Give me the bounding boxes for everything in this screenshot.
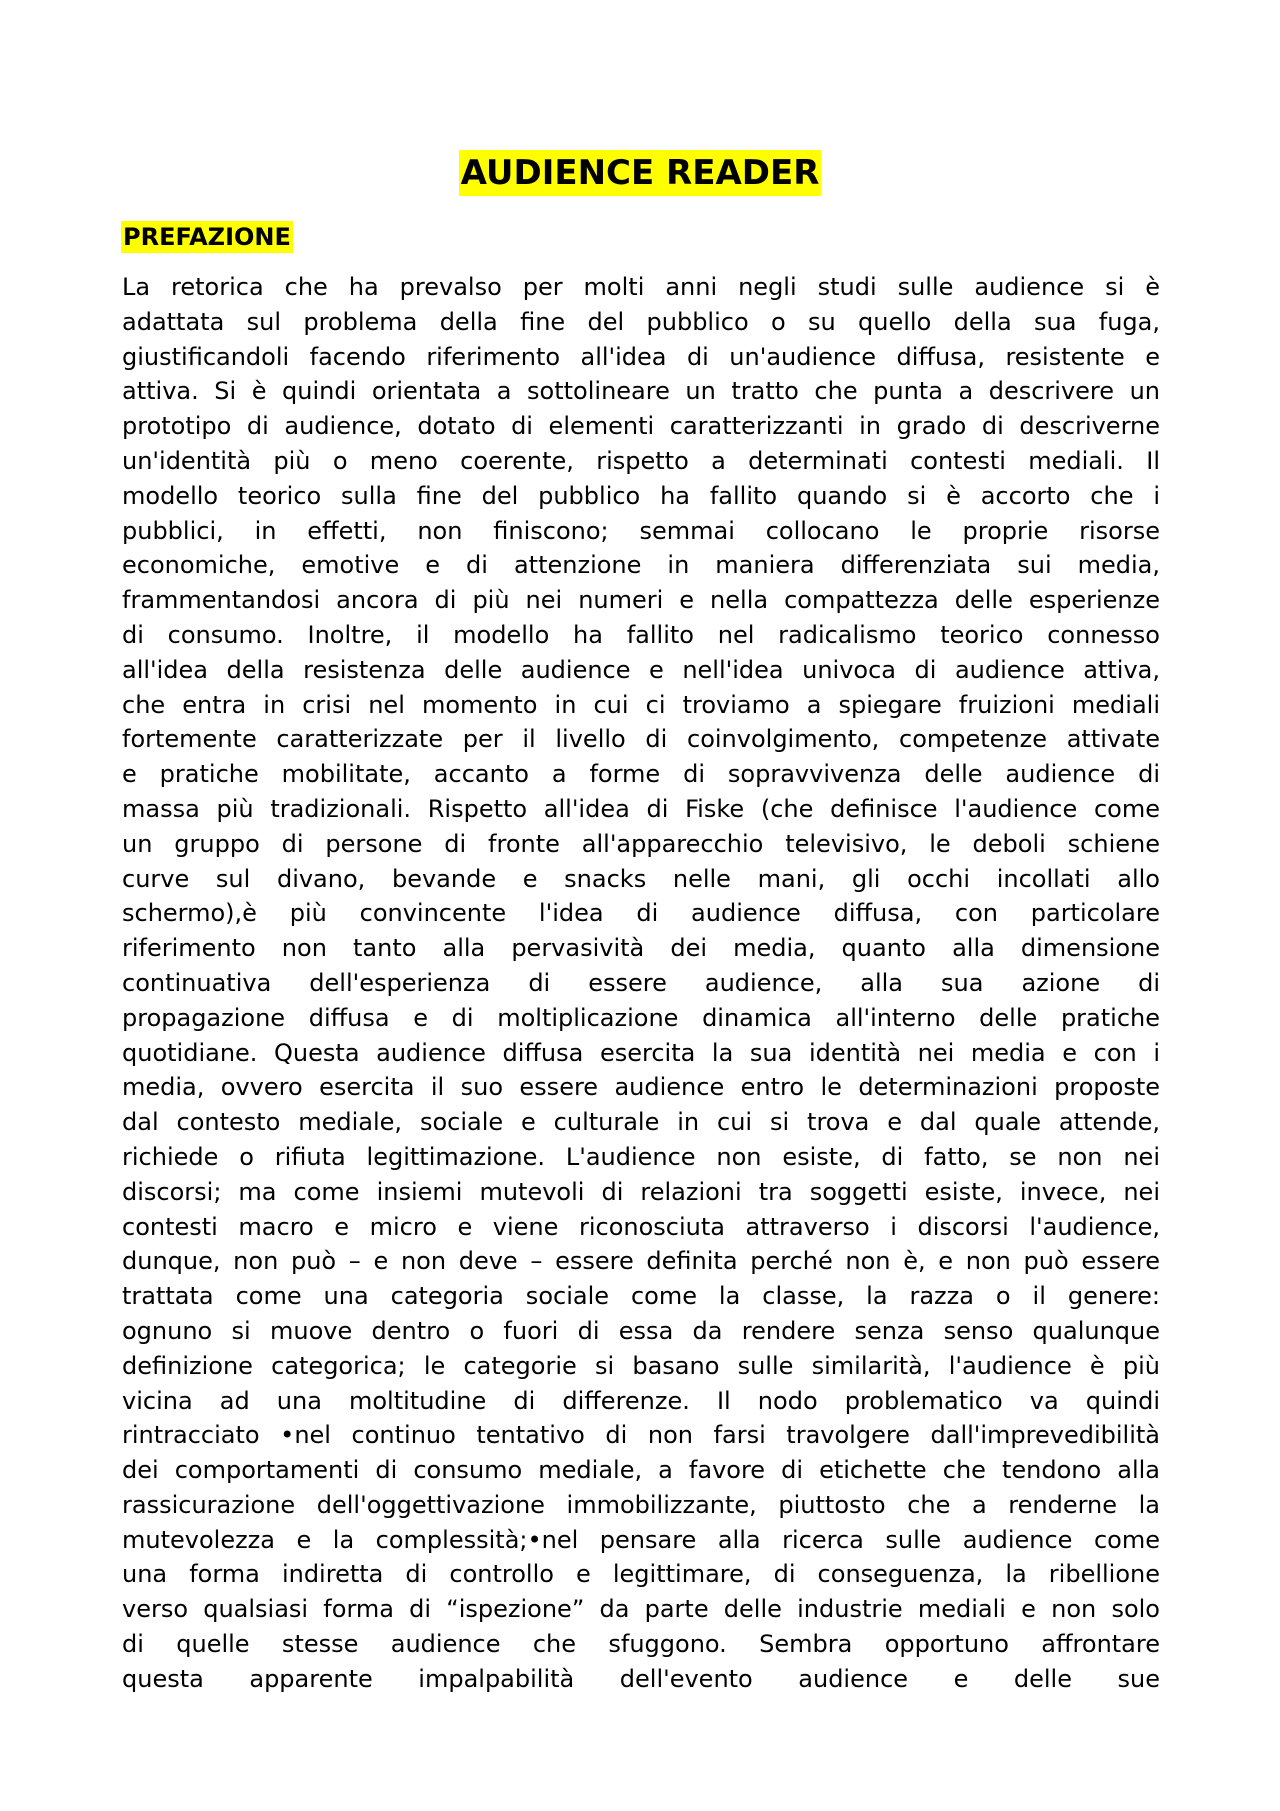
text-line: prototipo di audience, dotato di elementi caratterizzanti in grado di descriverne: [122, 412, 1160, 441]
text-line: pubblici, in effetti, non finiscono; semmai collocano le proprie risorse: [122, 516, 1160, 545]
text-line: La retorica che ha prevalso per molti anni negli studi sulle audience si è: [122, 273, 1160, 301]
text-line: discorsi; ma come insiemi mutevoli di relazioni tra soggetti esiste, invece, nei: [122, 1177, 1160, 1206]
text-line: economiche, emotive e di attenzione in maniera differenziata sui media,: [122, 551, 1160, 580]
text-line: ognuno si muove dentro o fuori di essa da rendere senza senso qualunque: [122, 1316, 1160, 1345]
text-line: propagazione diffusa e di moltiplicazione dinamica all'interno delle pratiche: [122, 1003, 1160, 1032]
text-line: riferimento non tanto alla pervasività dei media, quanto alla dimensione: [122, 934, 1160, 963]
text-line: all'idea della resistenza delle audience e nell'idea univoca di audience attiva,: [122, 655, 1160, 684]
text-line: curve sul divano, bevande e snacks nelle mani, gli occhi incollati allo: [122, 864, 1160, 893]
text-line: attiva. Si è quindi orientata a sottolineare un tratto che punta a descrivere un: [122, 377, 1160, 406]
text-line: quotidiane. Questa audience diffusa esercita la sua identità nei media e con i: [122, 1038, 1160, 1067]
text-line: massa più tradizionali. Rispetto all'idea di Fiske (che definisce l'audience come: [122, 794, 1160, 823]
document-title: AUDIENCE READER: [459, 150, 822, 196]
text-line: frammentandosi ancora di più nei numeri e nella compattezza delle esperienze: [122, 586, 1160, 615]
text-line: un gruppo di persone di fronte all'apparecchio televisivo, le deboli schiene: [122, 829, 1160, 858]
section-heading: PREFAZIONE: [123, 223, 291, 251]
title-container: [0, 150, 1280, 196]
text-line: di quelle stesse audience che sfuggono. Sembra opportuno affrontare: [122, 1630, 1160, 1659]
text-line: dal contesto mediale, sociale e culturale in cui si trova e dal quale attende,: [122, 1108, 1160, 1137]
text-line: verso qualsiasi forma di “ispezione” da parte delle industrie mediali e non solo: [122, 1595, 1160, 1624]
text-line: modello teorico sulla fine del pubblico ha fallito quando si è accorto che i: [122, 481, 1160, 510]
text-line: rassicurazione dell'oggettivazione immobilizzante, piuttosto che a renderne la: [122, 1490, 1160, 1519]
text-line: giustificandoli facendo riferimento all'idea di un'audience diffusa, resistente e: [122, 342, 1160, 371]
text-line: continuativa dell'esperienza di essere audience, alla sua azione di: [122, 968, 1160, 997]
text-line: dunque, non può – e non deve – essere definita perché non è, e non può essere: [122, 1247, 1160, 1276]
text-line: rintracciato •nel continuo tentativo di non farsi travolgere dall'imprevedibilità: [122, 1421, 1160, 1450]
text-line: media, ovvero esercita il suo essere audience entro le determinazioni proposte: [122, 1073, 1160, 1102]
text-line: e pratiche mobilitate, accanto a forme di sopravvivenza delle audience di: [122, 760, 1160, 789]
text-line: una forma indiretta di controllo e legittimare, di conseguenza, la ribellione: [122, 1560, 1160, 1589]
text-line: trattata come una categoria sociale come la classe, la razza o il genere:: [122, 1282, 1160, 1311]
text-line: di consumo. Inoltre, il modello ha fallito nel radicalismo teorico connesso: [122, 620, 1160, 649]
text-line: richiede o rifiuta legittimazione. L'audience non esiste, di fatto, se non nei: [122, 1142, 1160, 1171]
text-line: adattata sul problema della fine del pubblico o su quello della sua fuga,: [122, 307, 1160, 336]
text-line: un'identità più o meno coerente, rispetto a determinati contesti mediali. Il: [122, 446, 1160, 475]
body-paragraph: [122, 270, 1160, 1697]
text-line: vicina ad una moltitudine di differenze. Il nodo problematico va quindi: [122, 1386, 1160, 1415]
text-line: definizione categorica; le categorie si basano sulle similarità, l'audience è più: [122, 1351, 1160, 1380]
text-line: dei comportamenti di consumo mediale, a favore di etichette che tendono alla: [122, 1456, 1160, 1485]
text-line: contesti macro e micro e viene riconosciuta attraverso i discorsi l'audience,: [122, 1212, 1160, 1241]
text-line: mutevolezza e la complessità;•nel pensare alla ricerca sulle audience come: [122, 1525, 1160, 1554]
text-line: schermo),è più convincente l'idea di audience diffusa, con particolare: [122, 899, 1160, 928]
text-line: questa apparente impalpabilità dell'evento audience e delle sue: [122, 1664, 1160, 1693]
text-line: che entra in crisi nel momento in cui ci troviamo a spiegare fruizioni mediali: [122, 690, 1160, 719]
text-line: fortemente caratterizzate per il livello di coinvolgimento, competenze attivate: [122, 725, 1160, 754]
